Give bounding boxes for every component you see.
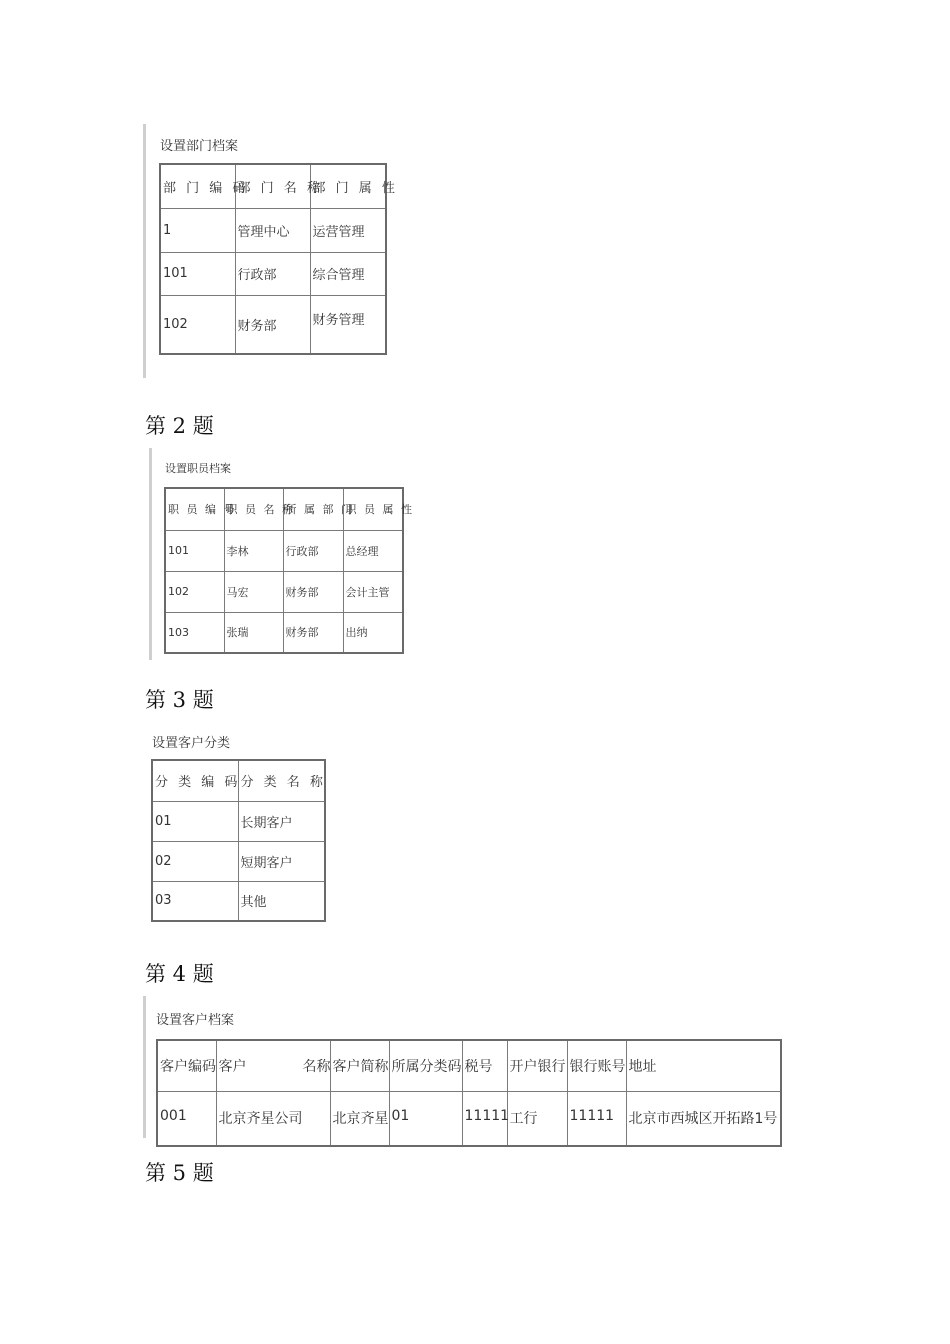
cust-file-cell: 北京齐星公司 [216,1091,330,1146]
question-heading-2: 第 2 题 [145,414,214,438]
cust-file-cell: 001 [157,1091,216,1146]
table-row [165,530,403,571]
cust-file-header-tax: 税号 [462,1040,507,1091]
dept-cell: 管理中心 [235,208,310,252]
cust-class-cell: 短期客户 [238,841,325,881]
cust-file-header-class: 所属分类码 [389,1040,462,1091]
cust-class-cell: 02 [152,841,238,881]
table-row [165,612,403,653]
staff-cell: 会计主管 [343,571,403,612]
cust-file-panel-title: 设置客户档案 [156,1013,235,1028]
table-row [160,208,386,252]
dept-cell: 101 [160,252,235,295]
cust-file-table-clip [156,1039,782,1137]
staff-cell: 103 [165,612,224,653]
dept-table [159,163,398,355]
table-row [160,252,386,295]
dept-cell: 1 [160,208,235,252]
staff-header-dept: 所 属 部 门 [283,488,343,530]
cust-class-cell: 其他 [238,881,325,921]
staff-cell: 102 [165,571,224,612]
dept-cell: 财务部 [235,295,310,354]
dept-header-attr: 部 门 属 性 [310,164,386,208]
cust-file-cell: 北京齐星 [330,1091,389,1146]
dept-cell: 综合管理 [310,252,386,295]
dept-cell: 财务管理 [310,295,386,354]
staff-header-code: 职 员 编 号 [165,488,224,530]
cust-file-header-account: 银行账号 [567,1040,626,1091]
table-row [157,1091,781,1146]
cust-file-header-short: 客户简称 [330,1040,389,1091]
cust-file-cell: 11111 [567,1091,626,1146]
cust-class-header-code: 分 类 编 码 [152,760,238,801]
cust-class-cell: 03 [152,881,238,921]
table-row [152,881,325,921]
cust-file-cell: 工行 [507,1091,567,1146]
cust-class-cell: 01 [152,801,238,841]
staff-cell: 101 [165,530,224,571]
section-divider [143,124,146,378]
staff-cell: 行政部 [283,530,343,571]
staff-table [164,487,414,654]
cust-file-cell: 11111 [462,1091,507,1146]
cust-class-table [151,759,326,922]
staff-cell: 马宏 [224,571,283,612]
staff-cell: 李林 [224,530,283,571]
dept-cell: 运营管理 [310,208,386,252]
staff-cell: 财务部 [283,571,343,612]
cust-class-cell: 长期客户 [238,801,325,841]
table-row [160,295,386,354]
section-divider [149,448,152,660]
cust-file-cell: 北京市西城区开拓路1号 [626,1091,781,1146]
question-heading-3: 第 3 题 [145,688,214,712]
cust-file-cell: 01 [389,1091,462,1146]
question-heading-4: 第 4 题 [145,962,214,986]
staff-cell: 总经理 [343,530,403,571]
cust-file-table [156,1039,782,1147]
cust-file-header-address: 地址 [626,1040,781,1091]
cust-class-header-name: 分 类 名 称 [238,760,325,801]
staff-cell: 张瑞 [224,612,283,653]
cust-class-panel-title: 设置客户分类 [152,736,231,751]
table-row [165,571,403,612]
table-row [152,841,325,881]
section-divider [143,996,146,1138]
dept-cell: 行政部 [235,252,310,295]
staff-panel-title: 设置职员档案 [165,462,231,475]
cust-file-header-code: 客户编码 [157,1040,216,1091]
staff-header-attr: 职 员 属 性 [343,488,403,530]
question-heading-5: 第 5 题 [145,1161,214,1185]
staff-header-name: 职 员 名 称 [224,488,283,530]
staff-cell: 财务部 [283,612,343,653]
cust-file-header-name: 客户 名称 [216,1040,330,1091]
dept-header-code: 部 门 编 码 [160,164,235,208]
staff-cell: 出纳 [343,612,403,653]
dept-panel-title: 设置部门档案 [160,139,239,154]
dept-cell: 102 [160,295,235,354]
dept-header-name: 部 门 名 称 [235,164,310,208]
cust-file-header-bank: 开户银行 [507,1040,567,1091]
table-row [152,801,325,841]
